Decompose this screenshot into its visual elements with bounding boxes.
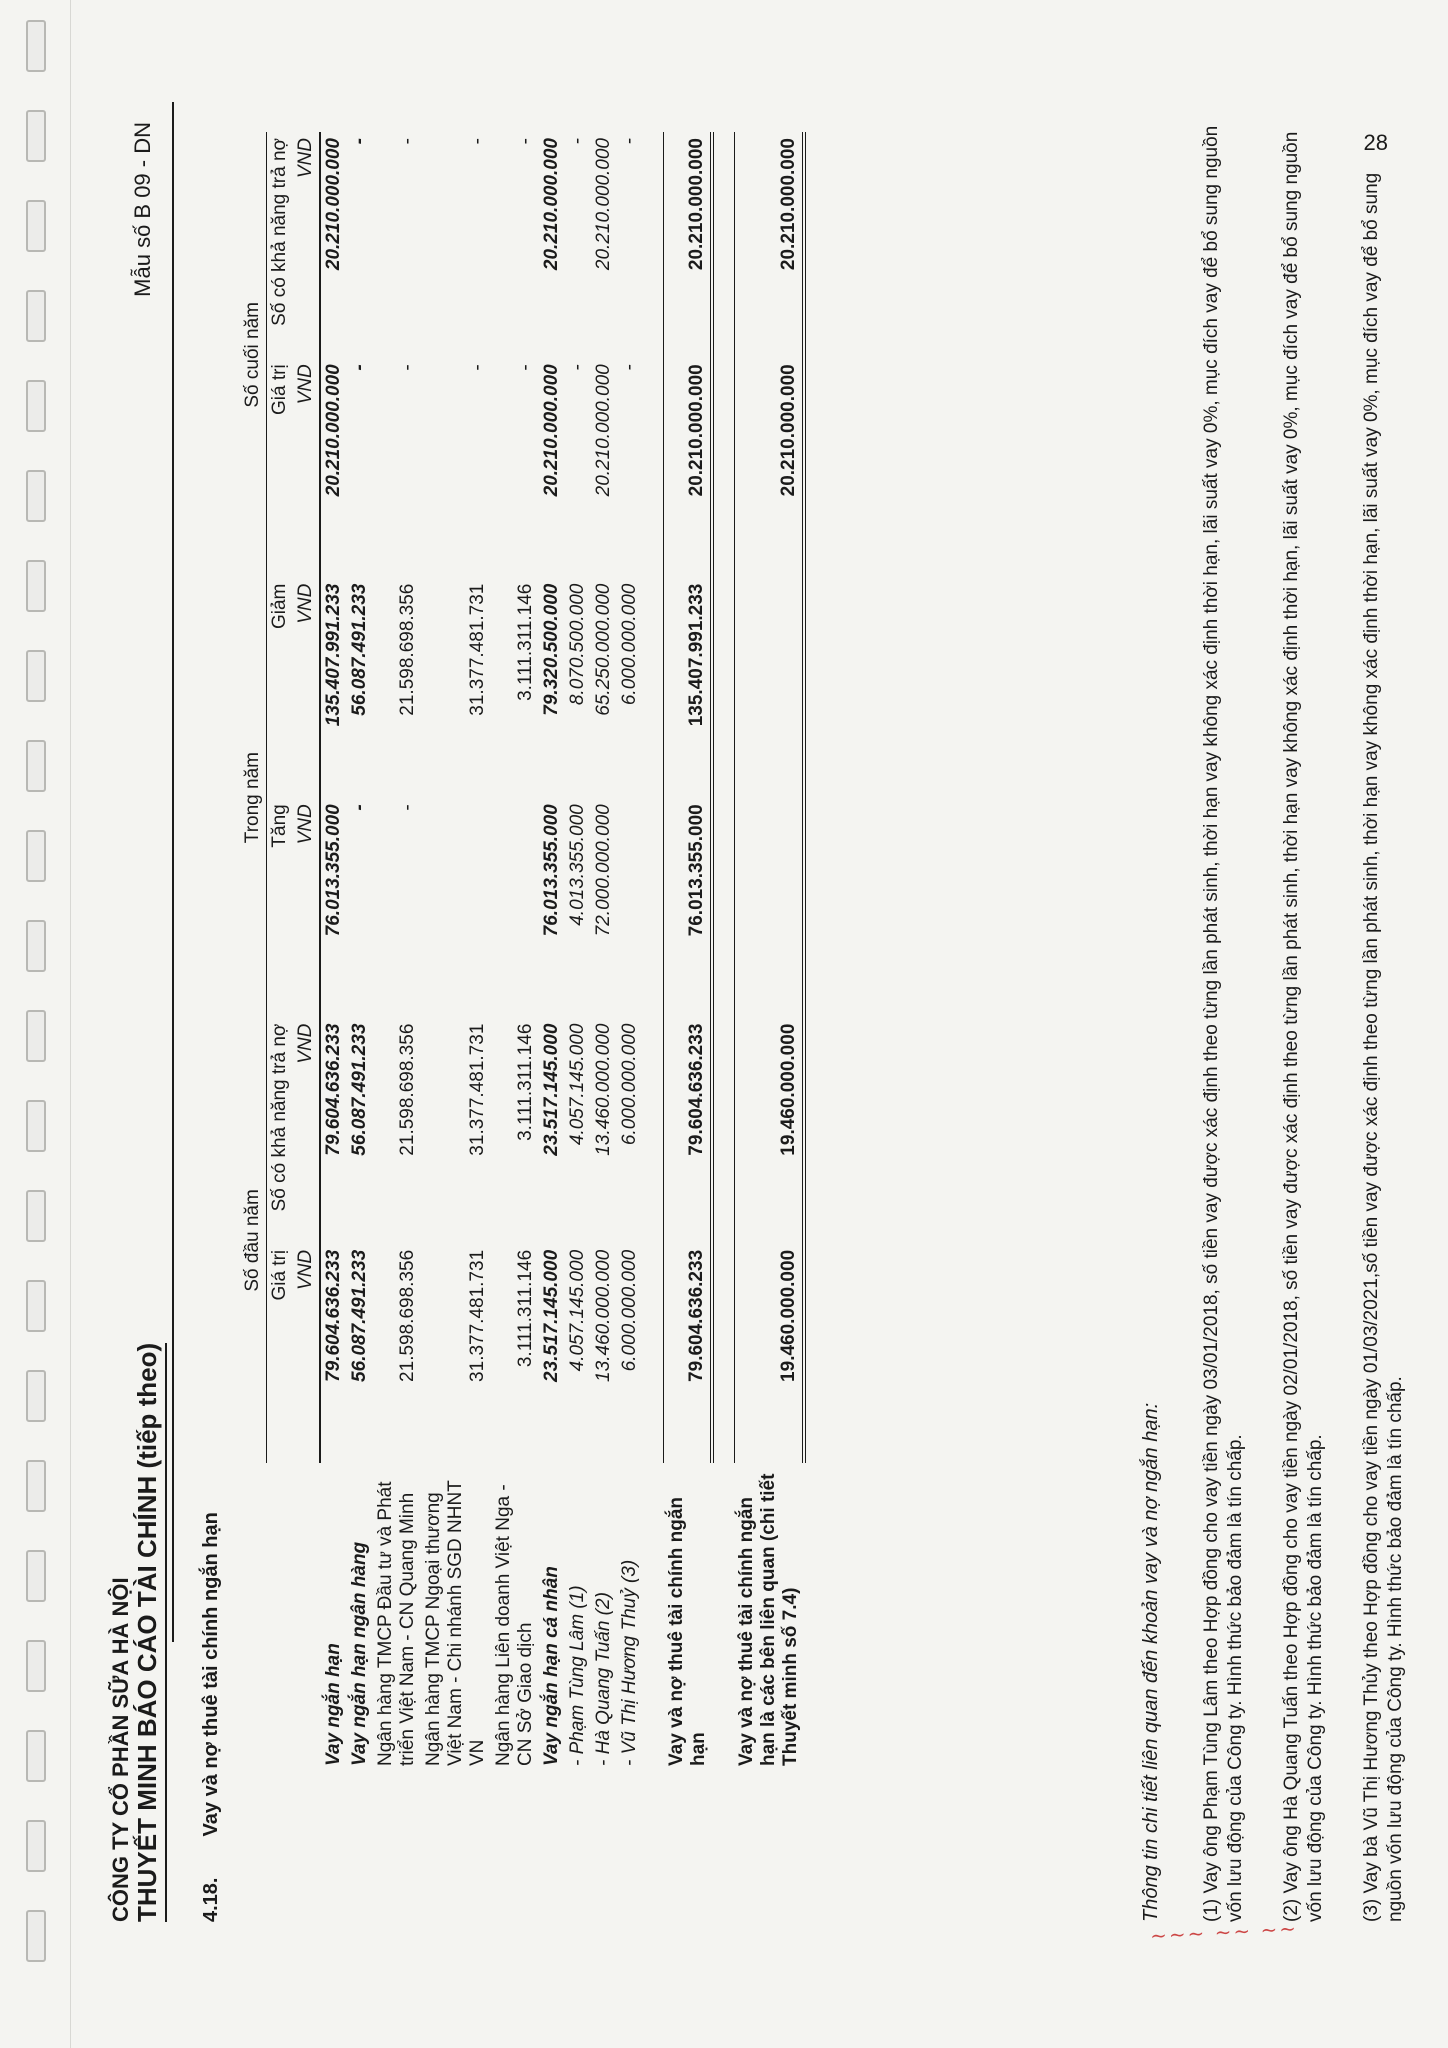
binder-hole [26,20,46,72]
closing-repayable-cell: 20.210.000.000 [541,138,562,271]
row-label: Ngân hàng TMCP Ngoại thương Việt Nam - Chi nhánh SGD NHNT VN [423,1480,488,1766]
binder-hole [26,110,46,162]
unit-label: VND [293,798,320,1017]
note-item: (3) Vay bà Vũ Thị Hương Thủy theo Hợp đồng cho vay tiền ngày 01/03/2021,số tiền vay được xác định theo từng lần phát sinh, thời hạn vay không xác định thời hạn, lãi suất vay 0%, mục đích vay để bổ sung nguồn vốn lưu động của Công ty. Hình thức bảo đảm là tín chấp. [1361,172,1406,1922]
header-rule [172,102,174,1642]
closing-repayable-cell: - [619,138,640,145]
opening-repayable-cell: 31.377.481.731 [467,1023,488,1156]
binder-hole [26,1100,46,1152]
increase-cell: 4.013.355.000 [567,804,588,926]
closing-value-cell: 20.210.000.000 [541,364,562,497]
binder-hole [26,1190,46,1242]
increase-cell [491,798,539,1017]
section-title: Vay và nợ thuê tài chính ngắn hạn [200,1512,222,1837]
increase-cell: - [397,804,418,811]
opening-value-cell: 4.057.145.000 [567,1249,588,1372]
closing-value-cell: - [619,364,640,371]
row-label: Vay ngắn hạn cá nhân [541,1566,562,1766]
closing-group-header: Số cuối năm [240,132,267,578]
closing-repayable-cell: - [567,138,588,145]
decrease-header: Giảm [269,583,290,630]
section-number: 4.18. [200,1877,222,1922]
unit-label: VND [293,358,320,577]
during-year-group-header: Trong năm [240,578,267,1018]
increase-cell [617,798,643,1017]
unit-label: VND [293,1244,320,1463]
table-row [421,132,491,1772]
unit-label: VND [293,578,320,799]
opening-value-cell: 79.604.636.233 [664,1244,712,1463]
row-label: Vay ngắn hạn ngân hàng [349,1541,370,1766]
opening-repayable-cell: 56.087.491.233 [349,1023,370,1156]
binder-hole [26,1910,46,1962]
closing-repayable-header: Số có khả năng trả nợ [269,138,290,326]
row-label: Ngân hàng Liên doanh Việt Nga - CN Sở Giao dịch [493,1484,536,1766]
closing-value-cell: - [397,364,418,371]
binder-hole [26,560,46,612]
increase-cell: - [349,804,370,811]
table-row [565,132,591,1772]
table-row [617,132,643,1772]
binder-hole [26,830,46,882]
binder-hole [26,1550,46,1602]
closing-value-cell: - [467,364,488,371]
page-number: 28 [1363,130,1388,155]
closing-repayable-cell: 20.210.000.000 [664,132,712,358]
total-label: Vay và nợ thuê tài chính ngắn hạn [665,1496,709,1766]
label-header-cell [240,1463,267,1772]
closing-repayable-cell: - [397,138,418,145]
decrease-cell: 21.598.698.356 [397,583,418,716]
opening-value-cell: 31.377.481.731 [467,1249,488,1382]
note-item: (2) Vay ông Hà Quang Tuấn theo Hợp đồng cho vay tiền ngày 02/01/2018, số tiền vay được xác định theo từng lần phát sinh, thời hạn vay không xác định thời hạn, lãi suất vay 0%, mục đích vay để bổ sung nguồn vốn lưu động của Công ty. Hình thức bảo đảm là tín chấp. [1281,131,1326,1922]
closing-value-cell: - [515,364,536,371]
binder-hole [26,1730,46,1782]
related-label: Vay và nợ thuê tài chính ngắn hạn là các bên liên quan (chi tiết Thuyết minh số 7.4) [736,1473,801,1766]
section-heading [200,1512,223,1922]
row-label: Vay ngắn hạn [323,1643,344,1766]
table-row [320,132,347,1772]
binder-hole [26,1280,46,1332]
binder-hole [26,1640,46,1692]
opening-value-cell: 13.460.000.000 [593,1249,614,1382]
increase-header: Tăng [269,804,290,848]
loans-table [240,132,806,1772]
closing-value-cell: 20.210.000.000 [664,358,712,577]
binder-hole [26,740,46,792]
increase-cell [734,798,804,1017]
notes-title: Thông tin chi tiết liên quan đến khoản vay và nợ ngắn hạn: [1140,1402,1162,1922]
decrease-cell [734,578,804,799]
opening-group-header: Số đầu năm [240,1018,267,1464]
handwritten-mark: ~~~ ~~ ~~ [1149,1916,1299,1948]
closing-value-cell: 20.210.000.000 [734,358,804,577]
binder-hole [26,650,46,702]
note-item: (1) Vay ông Phạm Tùng Lâm theo Hợp đồng cho vay tiền ngày 03/01/2018, số tiền vay được xác định theo từng lần phát sinh, thời hạn vay không xác định thời hạn, lãi suất vay 0%, mục đích vay để bổ sung nguồn vốn lưu động của Công ty. Hình thức bảo đảm là tín chấp. [1201,125,1246,1922]
opening-repayable-cell: 4.057.145.000 [567,1023,588,1146]
table-row [491,132,539,1772]
increase-cell: 76.013.355.000 [664,798,712,1017]
unit-label: VND [293,1018,320,1244]
company-name: CÔNG TY CỔ PHẦN SỮA HÀ NỘI [108,1577,133,1922]
opening-value-cell: 23.517.145.000 [541,1249,562,1382]
opening-repayable-cell: 79.604.636.233 [323,1023,344,1156]
binder-hole [26,470,46,522]
unit-label: VND [293,132,320,358]
closing-value-header: Giá trị [269,364,290,415]
opening-repayable-cell: 21.598.698.356 [397,1023,418,1156]
binder-hole [26,920,46,972]
total-row [664,132,712,1772]
opening-repayable-header: Số có khả năng trả nợ [269,1023,290,1212]
increase-cell: 72.000.000.000 [593,804,614,937]
closing-repayable-cell: 20.210.000.000 [323,138,344,271]
document-sheet [90,102,1406,1942]
form-code: Mẫu số B 09 - DN [130,122,155,297]
closing-value-cell: 20.210.000.000 [593,364,614,497]
row-label: - Phạm Tùng Lâm (1) [567,1585,588,1766]
decrease-cell: 135.407.991.233 [323,583,344,727]
opening-repayable-cell: 13.460.000.000 [593,1023,614,1156]
opening-repayable-cell: 3.111.311.146 [515,1023,536,1141]
related-parties-row [734,132,804,1772]
binder-hole [26,1010,46,1062]
table-row [539,132,565,1772]
opening-repayable-cell: 79.604.636.233 [664,1018,712,1244]
opening-value-cell: 21.598.698.356 [397,1249,418,1382]
decrease-cell: 135.407.991.233 [664,578,712,799]
decrease-cell: 8.070.500.000 [567,583,588,706]
binder-edge [0,0,71,2048]
binder-hole [26,380,46,432]
decrease-cell: 31.377.481.731 [467,583,488,716]
decrease-cell: 3.111.311.146 [515,583,536,701]
increase-cell [421,798,491,1017]
row-label: - Vũ Thị Hương Thuỷ (3) [619,1559,640,1766]
closing-repayable-cell: - [349,138,370,145]
row-label: Ngân hàng TMCP Đầu tư và Phát triển Việt Nam - CN Quang Minh [375,1481,418,1766]
increase-cell: 76.013.355.000 [323,804,344,937]
closing-repayable-cell: 20.210.000.000 [734,132,804,358]
closing-repayable-cell: 20.210.000.000 [593,138,614,271]
table-row [591,132,617,1772]
opening-value-header: Giá trị [269,1249,290,1301]
decrease-cell: 56.087.491.233 [349,583,370,716]
closing-value-cell: - [567,364,588,371]
opening-value-cell: 6.000.000.000 [619,1249,640,1372]
opening-repayable-cell: 6.000.000.000 [619,1023,640,1146]
closing-repayable-cell: - [515,138,536,145]
binder-hole [26,1370,46,1422]
binder-hole [26,290,46,342]
closing-repayable-cell: - [467,138,488,145]
row-label: - Hà Quang Tuấn (2) [593,1592,614,1766]
increase-cell: 76.013.355.000 [541,804,562,937]
opening-value-cell: 79.604.636.233 [323,1249,344,1382]
binder-hole [26,1820,46,1872]
closing-value-cell: - [349,364,370,371]
opening-repayable-cell: 19.460.000.000 [734,1018,804,1244]
opening-value-cell: 56.087.491.233 [349,1249,370,1382]
table-row [373,132,421,1772]
decrease-cell: 79.320.500.000 [541,583,562,716]
closing-value-cell: 20.210.000.000 [323,364,344,497]
decrease-cell: 65.250.000.000 [593,583,614,716]
table-row [347,132,373,1772]
report-title: THUYẾT MINH BÁO CÁO TÀI CHÍNH (tiếp theo) [132,1343,167,1922]
binder-hole [26,1460,46,1512]
decrease-cell: 6.000.000.000 [619,583,640,706]
binder-hole [26,200,46,252]
opening-value-cell: 19.460.000.000 [734,1244,804,1463]
opening-repayable-cell: 23.517.145.000 [541,1023,562,1156]
opening-value-cell: 3.111.311.146 [515,1249,536,1368]
